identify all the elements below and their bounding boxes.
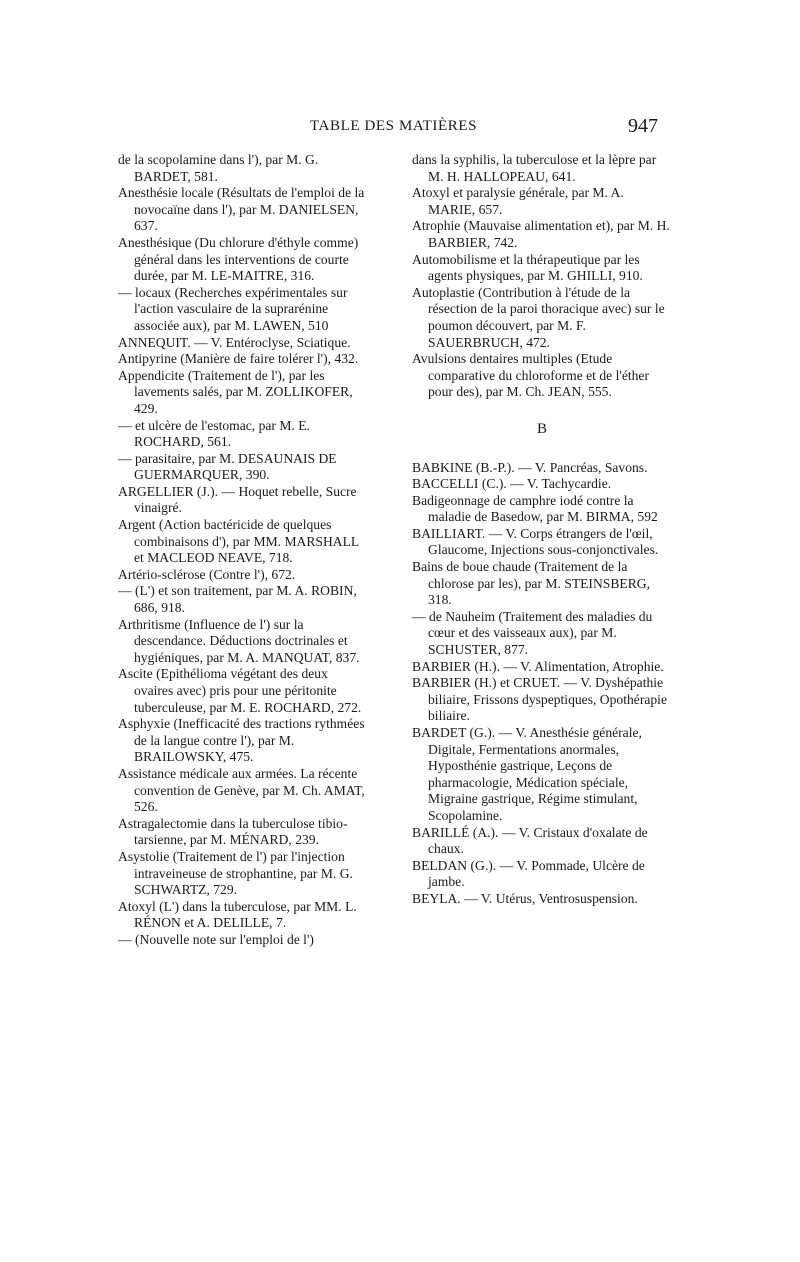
index-entry: Bains de boue chaude (Traitement de la chlorose par les), par M. STEINSBERG, 318.	[412, 559, 650, 608]
index-entry: Atoxyl (L') dans la tuberculose, par MM. L. RÉNON et A. DELILLE, 7.	[118, 898, 357, 931]
index-entry: — et ulcère de l'estomac, par M. E. ROCHARD, 561.	[118, 417, 310, 450]
index-entry: Arthritisme (Influence de l') sur la descendance. Déductions doctrinales et hygiéniques, par M. A. MANQUAT, 837.	[118, 616, 360, 665]
index-entry: Ascite (Epithélioma végétant des deux ovaires avec) pris pour une péritonite tuberculeuse, par M. E. ROCHARD, 272.	[118, 666, 362, 715]
left-column	[118, 152, 370, 949]
section-letter: B	[536, 420, 547, 437]
index-entry: BEYLA. — V. Utérus, Ventrosuspension.	[412, 890, 638, 906]
index-entry: Atoxyl et paralysie générale, par M. A. MARIE, 657.	[412, 185, 624, 217]
index-entry: — parasitaire, par M. DESAUNAIS DE GUERMARQUER, 390.	[118, 450, 337, 483]
index-entry: Asystolie (Traitement de l') par l'injection intraveineuse de strophantine, par M. G. SCHWARTZ, 729.	[118, 848, 353, 898]
index-entry: Asphyxie (Inefficacité des tractions rythmées de la langue contre l'), par M. BRAILOWSKY, 475.	[118, 716, 365, 765]
right-column	[412, 152, 672, 908]
index-entry: de la scopolamine dans l'), par M. G. BARDET, 581.	[118, 152, 319, 184]
index-entry: — locaux (Recherches expérimentales sur l'action vasculaire de la suprarénine associée aux), par M. LAWEN, 510	[118, 284, 348, 333]
index-entry: Assistance médicale aux armées. La récente convention de Genève, par M. Ch. AMAT, 526.	[118, 765, 365, 815]
index-entry: — de Nauheim (Traitement des maladies du cœur et des vaisseaux aux), par M. SCHUSTER, 877.	[412, 608, 653, 658]
right-column-bottom	[412, 460, 672, 908]
index-entry: Astragalectomie dans la tuberculose tibio-tarsienne, par M. MÉNARD, 239.	[118, 815, 348, 848]
index-entry: Avulsions dentaires multiples (Etude comparative du chloroforme et de l'éther pour des), par M. Ch. JEAN, 555.	[412, 351, 649, 400]
index-entry: Antipyrine (Manière de faire tolérer l'), 432.	[118, 351, 359, 367]
index-entry: dans la syphilis, la tuberculose et la lèpre par M. H. HALLOPEAU, 641.	[412, 152, 657, 184]
index-entry: BELDAN (G.). — V. Pommade, Ulcère de jambe.	[412, 857, 645, 890]
page-number: 947	[628, 115, 658, 137]
right-column-top	[412, 152, 672, 401]
index-entry: Argent (Action bactéricide de quelques combinaisons d'), par MM. MARSHALL et MACLEOD NEAVE, 718.	[118, 517, 359, 566]
index-entry: BARDET (G.). — V. Anesthésie générale, Digitale, Fermentations anormales, Hyposthénie gastrique, Leçons de pharmacologie, Médication spéciale, Migraine gastrique, Régime stimulant, Scopolamine.	[412, 725, 642, 823]
index-entry: Artério-sclérose (Contre l'), 672.	[118, 566, 296, 582]
index-entry: BARBIER (H.) et CRUET. — V. Dyshépathie biliaire, Frissons dyspeptiques, Opothérapie biliaire.	[412, 675, 667, 724]
index-entry: ANNEQUIT. — V. Entéroclyse, Sciatique.	[118, 334, 351, 350]
running-title: TABLE DES MATIÈRES	[310, 118, 478, 134]
index-entry: Anesthésie locale (Résultats de l'emploi de la novocaïne dans l'), par M. DANIELSEN, 637.	[118, 185, 365, 234]
index-entry: Appendicite (Traitement de l'), par les lavements salés, par M. ZOLLIKOFER, 429.	[118, 367, 353, 416]
index-entry: Autoplastie (Contribution à l'étude de la résection de la paroi thoracique avec) sur le poumon découvert, par M. F. SAUERBRUCH, 472.	[412, 284, 665, 350]
index-entry: BARBIER (H.). — V. Alimentation, Atrophie.	[412, 658, 664, 674]
index-entry: Atrophie (Mauvaise alimentation et), par M. H. BARBIER, 742.	[412, 218, 670, 250]
index-entry: BACCELLI (C.). — V. Tachycardie.	[412, 476, 612, 492]
index-entry: BABKINE (B.-P.). — V. Pancréas, Savons.	[412, 459, 648, 475]
page-header	[0, 115, 800, 142]
index-entry: ARGELLIER (J.). — Hoquet rebelle, Sucre vinaigré.	[118, 483, 357, 516]
index-entry: BAILLIART. — V. Corps étrangers de l'œil, Glaucome, Injections sous-conjonctivales.	[412, 525, 659, 558]
index-entry: Badigeonnage de camphre iodé contre la maladie de Basedow, par M. BIRMA, 592	[412, 492, 658, 525]
index-entry: BARILLÉ (A.). — V. Cristaux d'oxalate de chaux.	[412, 824, 648, 857]
index-entry: Anesthésique (Du chlorure d'éthyle comme) général dans les interventions de courte durée, par M. LE-MAITRE, 316.	[118, 234, 359, 284]
index-entry: — (Nouvelle note sur l'emploi de l')	[118, 931, 314, 947]
index-entry: Automobilisme et la thérapeutique par les agents physiques, par M. GHILLI, 910.	[412, 251, 643, 284]
index-entry: — (L') et son traitement, par M. A. ROBIN, 686, 918.	[118, 583, 357, 616]
